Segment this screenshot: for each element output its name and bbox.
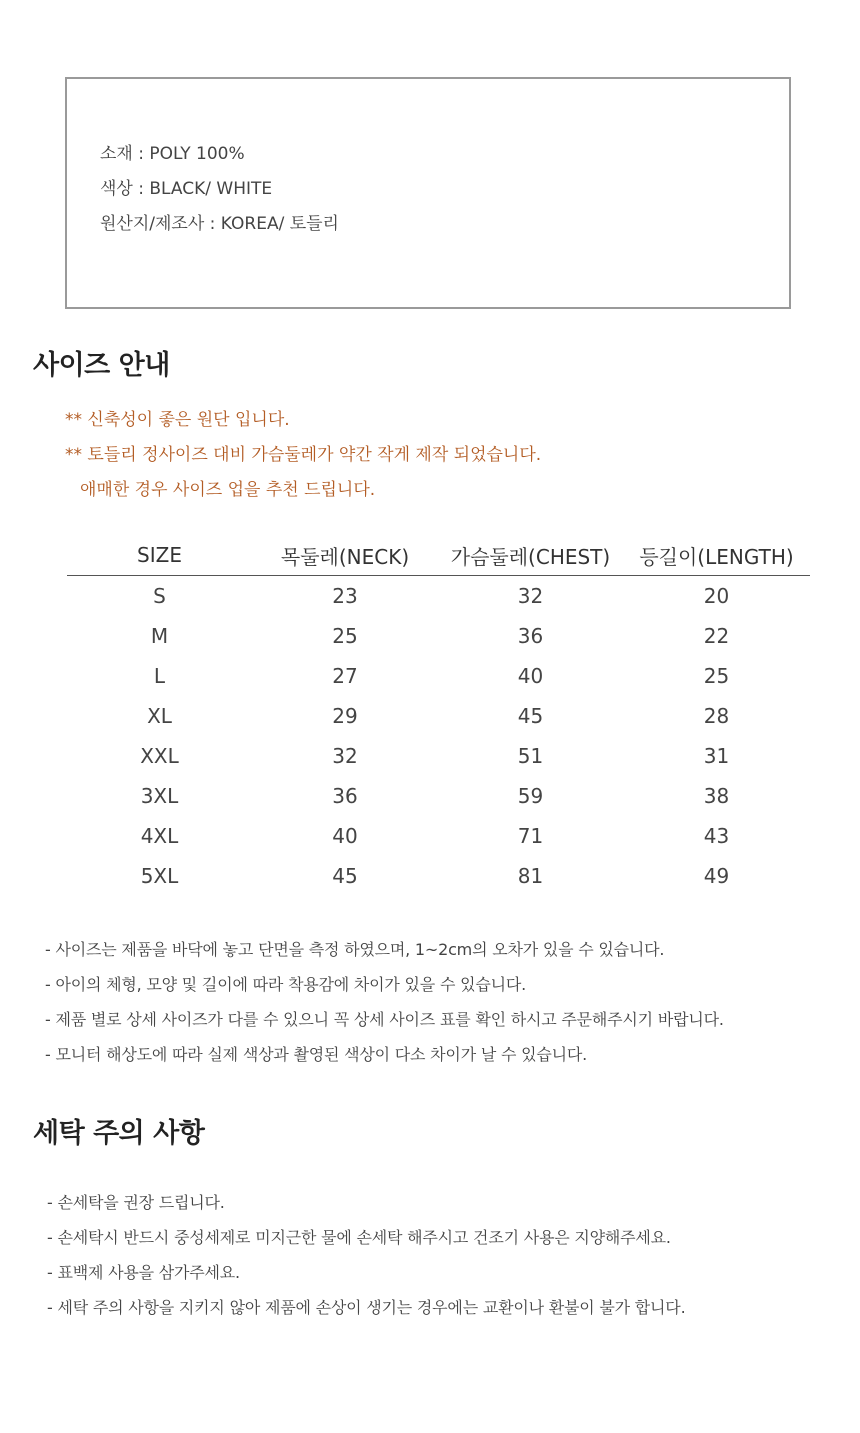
table-row <box>67 656 810 696</box>
cell-size: 5XL <box>140 864 179 888</box>
care-title: 세탁 주의 사항 <box>33 1118 205 1149</box>
care-item: - 손세탁시 반드시 중성세제로 미지근한 물에 손세탁 해주시고 건조기 사용은 지양해주세요. <box>47 1228 671 1247</box>
header-chest: 가슴둘레(CHEST) <box>438 535 623 576</box>
disclaimer-item: - 사이즈는 제품을 바닥에 놓고 단면을 측정 하였으며, 1~2cm의 오차가 있을 수 있습니다. <box>45 940 665 959</box>
cell-chest: 45 <box>517 704 544 728</box>
cell-size: M <box>150 624 169 648</box>
color-line: 색상 : BLACK/ WHITE <box>100 179 273 199</box>
cell-length: 31 <box>703 744 730 768</box>
cell-chest: 51 <box>517 744 544 768</box>
cell-chest: 59 <box>517 784 544 808</box>
cell-length: 38 <box>703 784 730 808</box>
header-size: SIZE <box>67 535 252 576</box>
cell-length: 25 <box>703 664 730 688</box>
care-item: - 세탁 주의 사항을 지키지 않아 제품에 손상이 생기는 경우에는 교환이나 환불이 불가 합니다. <box>47 1298 686 1317</box>
cell-size: XXL <box>140 744 179 768</box>
header-neck: 목둘레(NECK) <box>252 535 438 576</box>
cell-chest: 32 <box>517 584 544 608</box>
cell-size: L <box>153 664 166 688</box>
cell-neck: 32 <box>332 744 358 768</box>
origin-line: 원산지/제조사 : KOREA/ 토들리 <box>100 214 339 234</box>
size-disclaimers <box>45 932 724 1072</box>
table-row <box>67 776 810 816</box>
cell-neck: 25 <box>332 624 358 648</box>
table-row <box>67 696 810 736</box>
cell-size: S <box>153 584 166 608</box>
cell-chest: 40 <box>517 664 544 688</box>
cell-neck: 29 <box>332 704 358 728</box>
care-item: - 표백제 사용을 삼가주세요. <box>47 1263 240 1282</box>
table-row <box>67 576 810 617</box>
disclaimer-item: - 모니터 해상도에 따라 실제 색상과 촬영된 색상이 다소 차이가 날 수 있습니다. <box>45 1045 588 1064</box>
table-row <box>67 856 810 896</box>
cell-size: 3XL <box>140 784 179 808</box>
cell-size: XL <box>147 704 172 728</box>
cell-length: 43 <box>703 824 730 848</box>
cell-neck: 27 <box>332 664 358 688</box>
cell-length: 28 <box>703 704 730 728</box>
table-row <box>67 616 810 656</box>
cell-length: 49 <box>703 864 730 888</box>
cell-neck: 45 <box>332 864 358 888</box>
cell-length: 20 <box>703 584 730 608</box>
header-length: 등길이(LENGTH) <box>623 535 810 576</box>
size-note: ** 신축성이 좋은 원단 입니다. <box>65 410 290 430</box>
table-row <box>67 736 810 776</box>
disclaimer-item: - 제품 별로 상세 사이즈가 다를 수 있으니 꼭 상세 사이즈 표를 확인 하시고 주문해주시기 바랍니다. <box>45 1010 724 1029</box>
size-note: 애매한 경우 사이즈 업을 추천 드립니다. <box>80 480 376 500</box>
cell-chest: 71 <box>517 824 544 848</box>
material-info-box <box>65 77 791 309</box>
care-item: - 손세탁을 권장 드립니다. <box>47 1193 225 1212</box>
size-note: ** 토들리 정사이즈 대비 가슴둘레가 약간 작게 제작 되었습니다. <box>65 445 542 465</box>
cell-length: 22 <box>703 624 730 648</box>
cell-chest: 81 <box>517 864 544 888</box>
material-info-lines <box>100 137 339 242</box>
size-table <box>67 535 810 896</box>
cell-size: 4XL <box>140 824 179 848</box>
cell-neck: 23 <box>332 584 358 608</box>
cell-chest: 36 <box>517 624 544 648</box>
table-row <box>67 816 810 856</box>
cell-neck: 40 <box>332 824 358 848</box>
cell-neck: 36 <box>332 784 358 808</box>
material-line: 소재 : POLY 100% <box>100 144 245 164</box>
size-table-header-row <box>67 535 810 576</box>
size-guide-title: 사이즈 안내 <box>33 350 170 381</box>
care-instructions <box>47 1185 685 1325</box>
disclaimer-item: - 아이의 체형, 모양 및 길이에 따라 착용감에 차이가 있을 수 있습니다. <box>45 975 527 994</box>
size-notes <box>65 403 541 508</box>
